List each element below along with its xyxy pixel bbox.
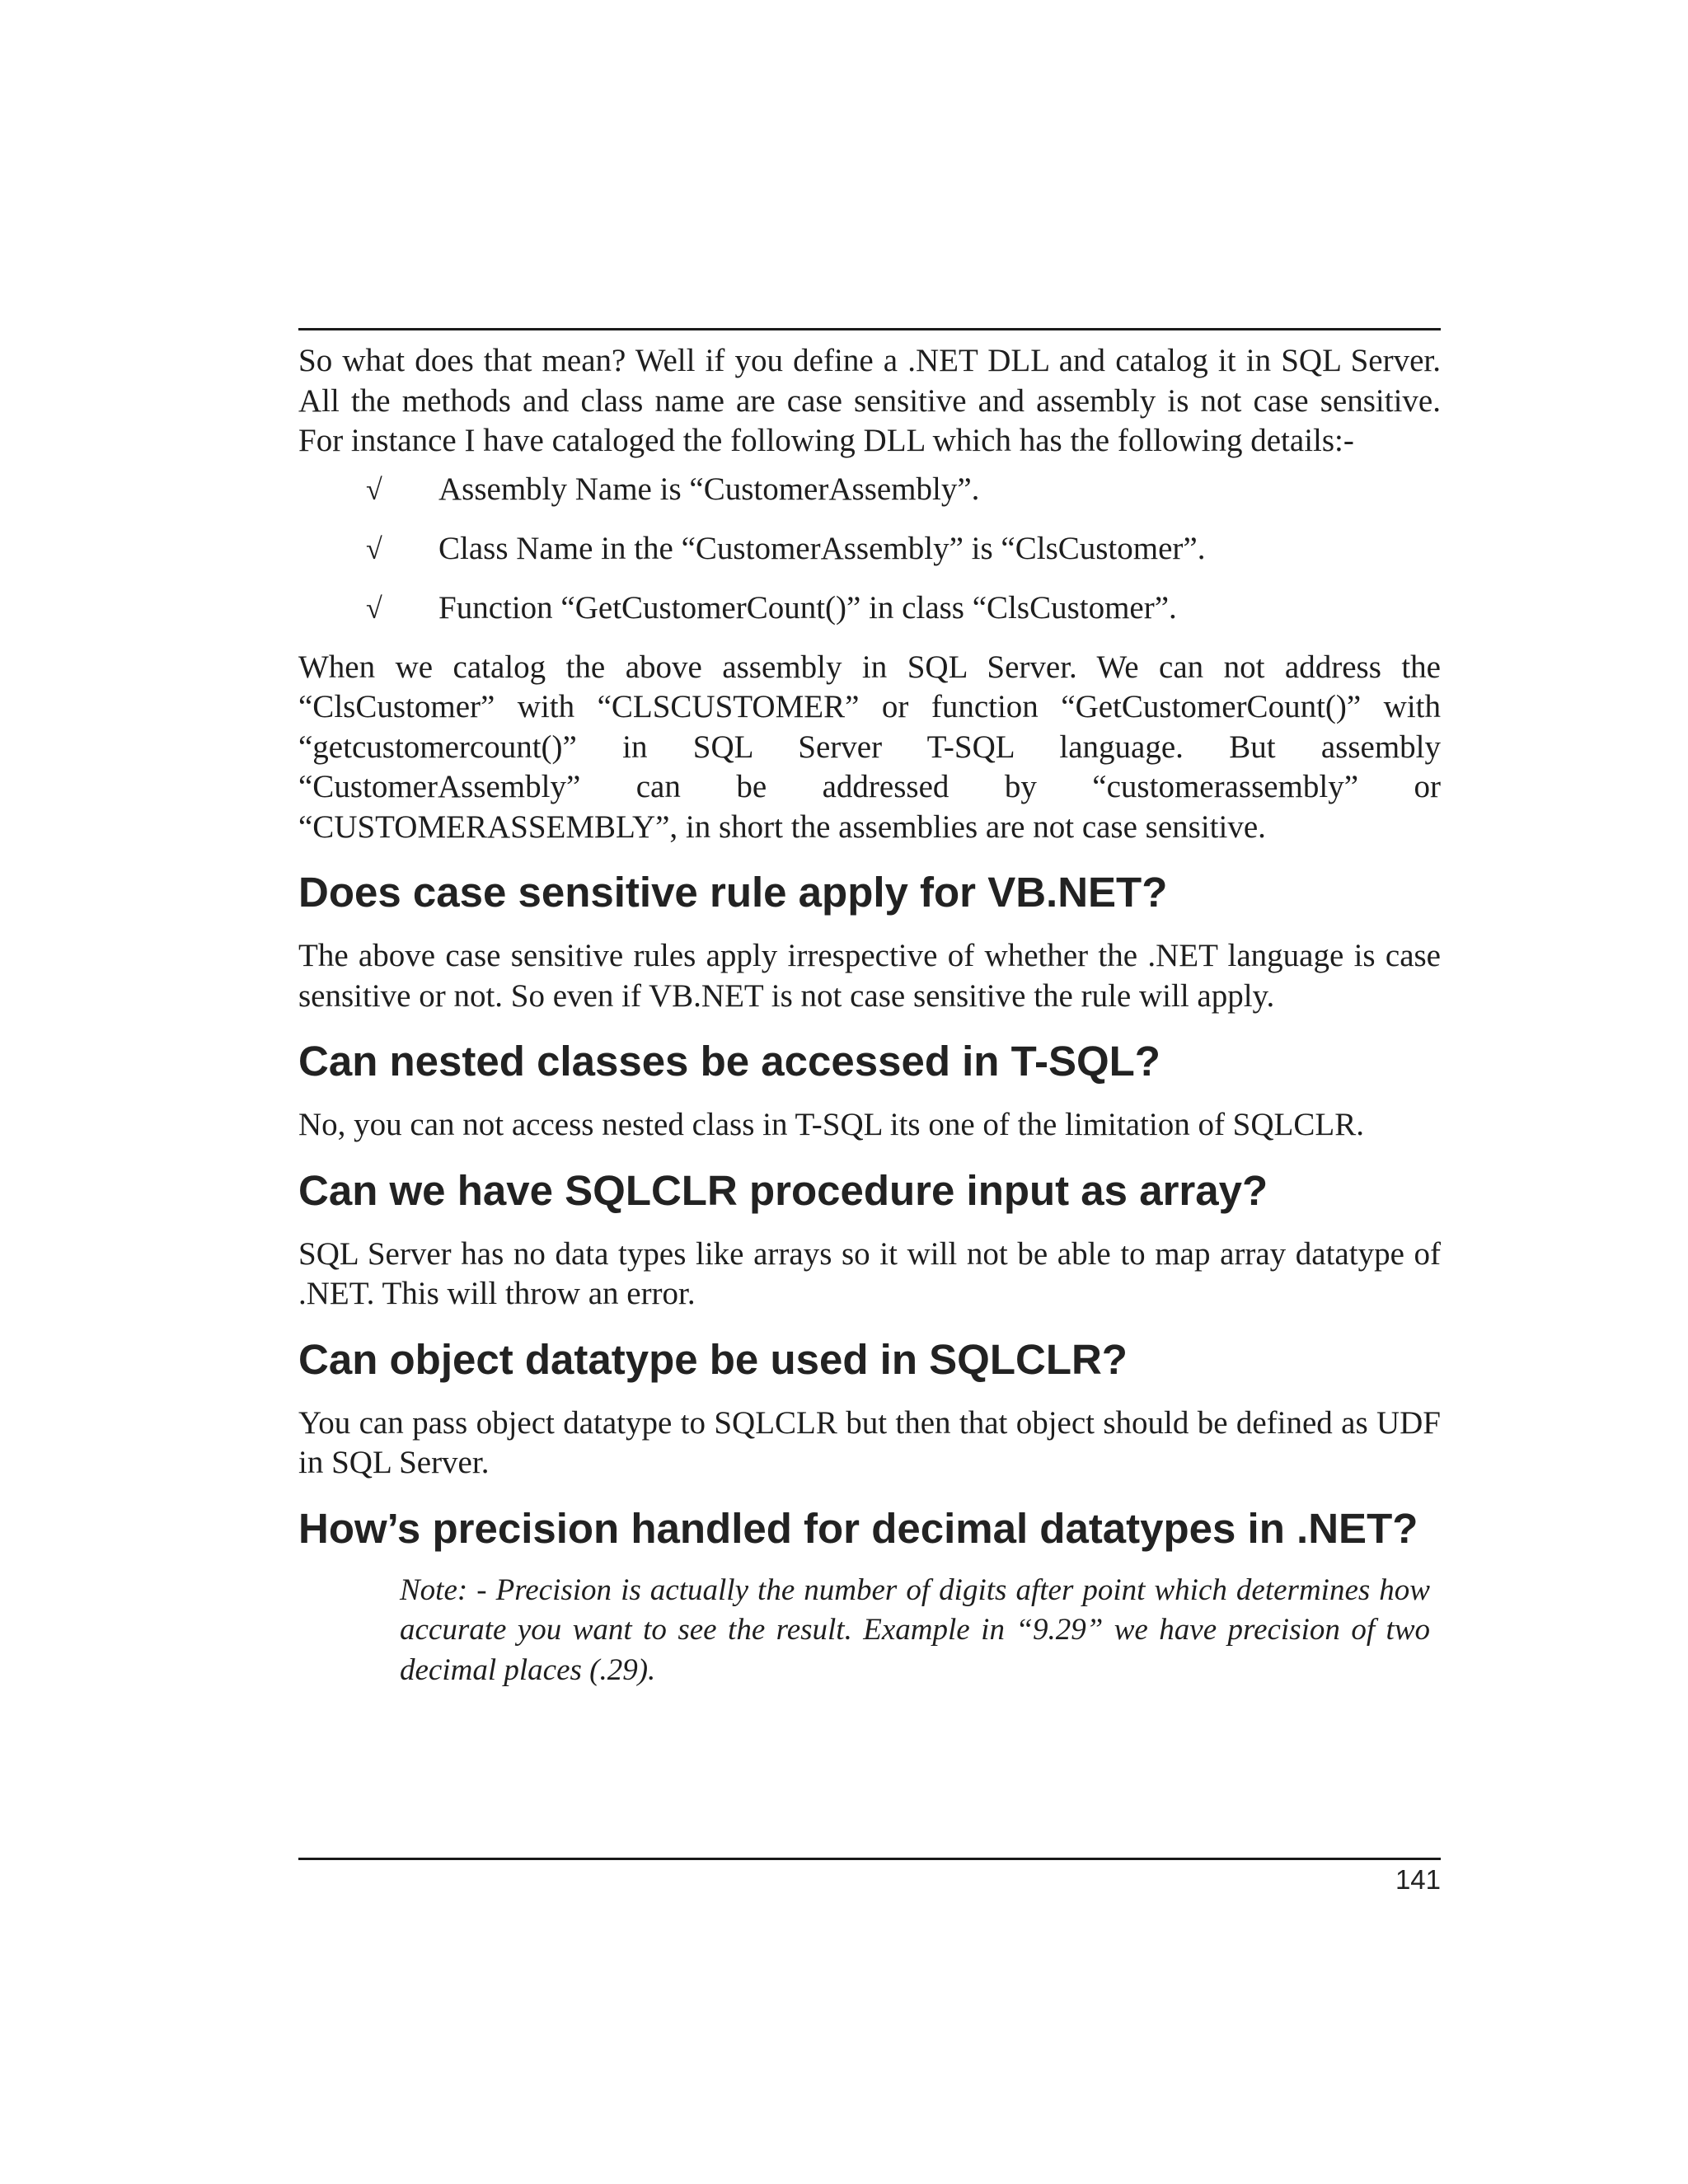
check-mark-icon: √	[366, 472, 382, 506]
page-number: 141	[1395, 1864, 1441, 1895]
list-item-text: Function “GetCustomerCount()” in class “ClsCustomer”.	[438, 589, 1177, 626]
list-item	[298, 470, 1441, 529]
section-body-object-datatype: You can pass object datatype to SQLCLR but then that object should be defined as UDF in SQL Server.	[298, 1404, 1441, 1480]
section-body-array-input: SQL Server has no data types like arrays so it will not be able to map array datatype of .NET. This will throw an error.	[298, 1235, 1441, 1311]
section-heading-object-datatype: Can object datatype be used in SQLCLR?	[298, 1335, 1128, 1383]
precision-note: Note: - Precision is actually the number of digits after point which determines how accurate you want to see the result. Example in “9.29” we have precision of two decimal places (.29).	[400, 1572, 1430, 1687]
footer-rule	[298, 1858, 1441, 1860]
section-heading-nested-classes: Can nested classes be accessed in T-SQL?	[298, 1038, 1160, 1085]
section-heading-vbnet: Does case sensitive rule apply for VB.NET?	[298, 869, 1168, 916]
section-body-vbnet: The above case sensitive rules apply irrespective of whether the .NET language is case sensitive or not. So even if VB.NET is not case sensitive the rule will apply.	[298, 938, 1441, 1014]
section-heading-array-input: Can we have SQLCLR procedure input as array?	[298, 1166, 1268, 1214]
header-rule	[298, 328, 1441, 330]
page-content	[298, 336, 1441, 1690]
details-list	[298, 470, 1441, 648]
section-heading-precision: How’s precision handled for decimal datatypes in .NET?	[298, 1504, 1418, 1552]
list-item-text: Assembly Name is “CustomerAssembly”.	[438, 471, 980, 507]
check-mark-icon: √	[366, 591, 382, 625]
intro-paragraph: So what does that mean? Well if you define a .NET DLL and catalog it in SQL Server. All the methods and class name are case sensitive and assembly is not case sensitive. For instance I have cataloged the following DLL which has the following details:-	[298, 343, 1441, 458]
list-item	[298, 529, 1441, 588]
section-body-nested-classes: No, you can not access nested class in T-SQL its one of the limitation of SQLCLR.	[298, 1107, 1364, 1142]
catalog-paragraph: When we catalog the above assembly in SQL Server. We can not address the “ClsCustomer” with “CLSCUSTOMER” or function “GetCustomerCount()” with “getcustomercount()” in SQL Server T-SQL language. But assembly “CustomerAssembly” can be addressed by “customerassembly” or “CUSTOMERASSEMBLY”, in short the assemblies are not case sensitive.	[298, 649, 1441, 845]
check-mark-icon: √	[366, 532, 382, 565]
list-item-text: Class Name in the “CustomerAssembly” is “ClsCustomer”.	[438, 530, 1206, 566]
list-item	[298, 588, 1441, 648]
